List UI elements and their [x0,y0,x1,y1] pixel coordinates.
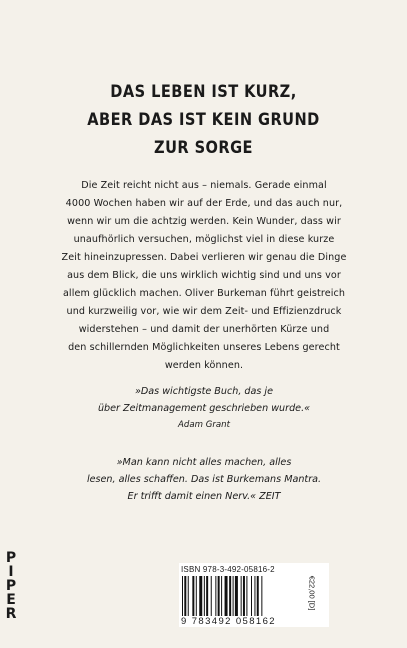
barcode-bar [215,576,216,616]
blurb-line: den schillernden Möglichkeiten unseres Lebens gerecht [68,342,340,353]
barcode-bar [188,576,189,616]
barcode-icon [182,576,288,616]
barcode-bar [192,576,194,616]
blurb-line: aus dem Blick, die uns wirklich wichtig sind und uns vor [67,270,341,281]
quote-attribution: Adam Grant [178,420,230,430]
blurb-line: widerstehen – und damit der unerhörten Kürze und [78,324,330,335]
barcode-bar [261,576,262,616]
barcode-bar [246,576,247,616]
price-text: €22,00 [D] [307,575,317,611]
barcode-bar [218,576,220,616]
headline-line-1: DAS LEBEN IST KURZ, [110,82,297,102]
quote-line: über Zeitmanagement geschrieben wurde.« [97,403,311,414]
publisher-letter: P [5,550,17,566]
barcode-bar [199,576,202,616]
headline-line-2: ABER DAS IST KEIN GRUND [87,110,320,130]
publisher-logo [2,551,20,621]
blurb-paragraph [58,177,350,375]
blurb-line: allem glücklich machen. Oliver Burkeman führt geistreich [62,288,346,299]
barcode-digits: 9 783492 058162 [181,616,276,627]
blurb-line: und kurzweilig vor, wie wir dem Zeit- und Effizienzdruck [66,306,342,317]
blurb-line: unaufhörlich versuchen, möglichst viel in diese kurze [73,234,335,245]
quote-line: »Man kann nicht alles machen, alles [116,457,292,468]
blurb-line: wenn wir um die achtzig werden. Kein Wunder, dass wir [67,216,341,227]
quote-adam-grant [70,383,338,434]
barcode-bar [211,576,212,616]
barcode-bar [254,576,255,616]
barcode-bar [241,576,242,616]
price-label [297,560,327,626]
barcode-bar [229,576,231,616]
barcode-bar [251,576,252,616]
isbn-label: ISBN 978-3-492-05816-2 [181,565,275,574]
publisher-letter: E [6,592,16,608]
barcode-bar [257,576,259,616]
quote-line: »Das wichtigste Buch, das je [134,386,274,397]
barcode-bar [235,576,238,616]
blurb-line: Die Zeit reicht nicht aus – niemals. Gerade einmal [81,180,327,191]
barcode-bar [196,576,197,616]
barcode-bar [221,576,222,616]
quote-line: lesen, alles schaffen. Das ist Burkemans Mantra. [86,474,322,485]
barcode-bar [243,576,245,616]
barcode-bar [206,576,208,616]
publisher-letter: P [5,578,17,594]
barcode-bar [225,576,228,616]
barcode-bar [182,576,183,616]
barcode-bar [233,576,234,616]
blurb-line: werden können. [164,360,244,371]
publisher-letter: I [8,564,14,580]
blurb-line: 4000 Wochen haben wir auf der Erde, und das auch nur, [65,198,343,209]
quote-line: Er trifft damit einen Nerv.« ZEIT [127,491,281,502]
headline [63,78,344,162]
blurb-line: Zeit hineinzupressen. Dabei verlieren wir genau die Dinge [61,252,347,263]
quote-zeit [70,454,338,505]
barcode-bar [204,576,205,616]
headline-line-3: ZUR SORGE [154,138,253,158]
barcode-bar [184,576,186,616]
publisher-letter: R [5,606,17,622]
